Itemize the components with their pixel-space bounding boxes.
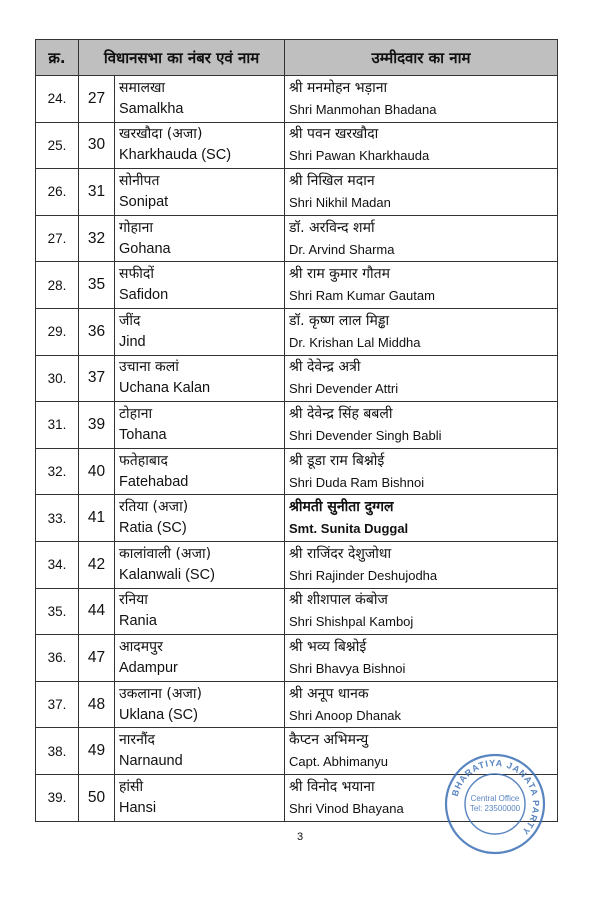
candidate-name-english: Shri Bhavya Bishnoi: [289, 660, 406, 676]
candidate-name: [285, 76, 558, 123]
seal-graphic: [446, 755, 544, 853]
candidate-name-hindi: डॉ. कृष्ण लाल मिड्ढा: [289, 312, 390, 329]
candidate-name-hindi: श्री देवेन्द्र अत्री: [289, 359, 361, 376]
constituency-name: [115, 448, 285, 495]
serial-number: 32.: [36, 448, 79, 495]
serial-number: 29.: [36, 308, 79, 355]
table-row: [36, 635, 558, 682]
serial-number: 27.: [36, 215, 79, 262]
constituency-name-english: Uchana Kalan: [119, 380, 211, 397]
constituency-name: [115, 355, 285, 402]
candidate-name-english: Shri Manmohan Bhadana: [289, 101, 437, 117]
constituency-name-hindi: उकलाना (अजा): [119, 685, 203, 702]
table-row: [36, 681, 558, 728]
candidate-name: [285, 541, 558, 588]
constituency-name-english: Sonipat: [119, 193, 169, 210]
candidate-name: [285, 402, 558, 449]
constituency-name-english: Uklana (SC): [119, 706, 198, 723]
serial-number: 25.: [36, 122, 79, 169]
constituency-number: 47: [79, 635, 115, 682]
constituency-name-english: Kalanwali (SC): [119, 566, 215, 583]
candidate-name-english: Shri Pawan Kharkhauda: [289, 148, 430, 164]
candidate-name-hindi: डॉ. अरविन्द शर्मा: [289, 219, 375, 236]
constituency-name-hindi: फतेहाबाद: [119, 452, 168, 469]
serial-number: 24.: [36, 76, 79, 123]
constituency-name: [115, 169, 285, 216]
table-header-row: [36, 40, 558, 76]
constituency-number: 39: [79, 402, 115, 449]
candidate-name: [285, 635, 558, 682]
constituency-name-english: Fatehabad: [119, 473, 189, 490]
candidate-name: [285, 448, 558, 495]
table-row: [36, 308, 558, 355]
table-row: [36, 215, 558, 262]
constituency-name-english: Rania: [119, 613, 157, 630]
candidate-name-hindi: श्री अनूप धानक: [289, 685, 369, 702]
candidate-name: [285, 308, 558, 355]
seal-ring-text: BHARATIYA JANATA PARTY: [449, 757, 542, 838]
candidate-name-hindi: कैप्टन अभिमन्यु: [289, 732, 369, 749]
candidate-name-english: Dr. Krishan Lal Middha: [289, 334, 421, 350]
constituency-number: 49: [79, 728, 115, 775]
candidate-name-hindi: श्री भव्य बिश्नोई: [289, 638, 367, 655]
constituency-name: [115, 495, 285, 542]
constituency-number: 50: [79, 774, 115, 821]
serial-number: 36.: [36, 635, 79, 682]
constituency-name: [115, 588, 285, 635]
constituency-name-english: Kharkhauda (SC): [119, 147, 232, 164]
constituency-number: 40: [79, 448, 115, 495]
page-number: 3: [296, 831, 304, 843]
constituency-name-english: Samalkha: [119, 100, 184, 117]
candidate-name-english: Smt. Sunita Duggal: [289, 521, 409, 537]
constituency-name-hindi: आदमपुर: [119, 638, 163, 655]
constituency-name-english: Narnaund: [119, 753, 183, 770]
candidate-name: [285, 262, 558, 309]
constituency-name: [115, 122, 285, 169]
constituency-name-english: Tohana: [119, 426, 167, 443]
serial-number: 26.: [36, 169, 79, 216]
candidate-name: [285, 588, 558, 635]
serial-number: 34.: [36, 541, 79, 588]
table-row: [36, 448, 558, 495]
serial-number: 35.: [36, 588, 79, 635]
constituency-name: [115, 215, 285, 262]
serial-number: 33.: [36, 495, 79, 542]
table-row: [36, 76, 558, 123]
constituency-name-hindi: कालांवाली (अजा): [119, 545, 212, 562]
table-row: [36, 402, 558, 449]
candidate-table: [35, 39, 558, 822]
candidate-name-hindi: श्री विनोद भयाना: [289, 778, 375, 795]
constituency-name-hindi: गोहाना: [119, 219, 153, 236]
constituency-name-english: Ratia (SC): [119, 520, 187, 537]
candidate-name-hindi: श्री डूडा राम बिश्नोई: [289, 452, 385, 469]
candidate-name-hindi: श्री देवेन्द्र सिंह बबली: [289, 405, 393, 422]
serial-number: 31.: [36, 402, 79, 449]
constituency-name-english: Adampur: [119, 659, 178, 676]
constituency-number: 48: [79, 681, 115, 728]
candidate-name-english: Dr. Arvind Sharma: [289, 241, 395, 257]
serial-number: 28.: [36, 262, 79, 309]
constituency-name-hindi: समालखा: [119, 79, 166, 96]
candidate-name-hindi: श्री राम कुमार गौतम: [289, 266, 390, 283]
candidate-name-english: Shri Nikhil Madan: [289, 194, 391, 210]
candidate-name-hindi: श्री शीशपाल कंबोज: [289, 592, 388, 609]
constituency-name: [115, 308, 285, 355]
table-row: [36, 262, 558, 309]
constituency-name-english: Safidon: [119, 287, 169, 304]
constituency-name-hindi: नारनौंद: [119, 732, 155, 749]
constituency-name-hindi: टोहाना: [119, 405, 153, 422]
constituency-name-english: Gohana: [119, 240, 171, 257]
candidate-name-hindi: श्री पवन खरखौदा: [289, 126, 379, 143]
candidate-name: [285, 169, 558, 216]
table-row: [36, 588, 558, 635]
candidate-name-english: Capt. Abhimanyu: [289, 754, 389, 770]
constituency-number: 30: [79, 122, 115, 169]
serial-number: 39.: [36, 774, 79, 821]
candidate-name-english: Shri Devender Attri: [289, 381, 399, 397]
constituency-name-hindi: रनिया: [119, 592, 148, 609]
constituency-name-english: Hansi: [119, 799, 157, 816]
candidate-name-hindi: श्री राजिंदर देशुजोधा: [289, 545, 392, 562]
header-sno: क्र.: [36, 40, 79, 76]
candidate-name: [285, 495, 558, 542]
constituency-number: 41: [79, 495, 115, 542]
candidate-name: [285, 122, 558, 169]
candidate-name-hindi: श्री मनमोहन भड़ाना: [289, 79, 388, 96]
candidate-name: [285, 681, 558, 728]
constituency-name-hindi: जींद: [119, 312, 141, 329]
constituency-name: [115, 76, 285, 123]
table-row: [36, 169, 558, 216]
constituency-number: 32: [79, 215, 115, 262]
constituency-name-english: Jind: [119, 333, 146, 350]
candidate-name-english: Shri Shishpal Kamboj: [289, 614, 414, 630]
seal-inner-line1: Central Office: [470, 794, 520, 803]
table-row: [36, 355, 558, 402]
constituency-name: [115, 774, 285, 821]
party-seal-stamp: [443, 752, 547, 856]
candidate-name: [285, 355, 558, 402]
candidate-name-english: Shri Rajinder Deshujodha: [289, 567, 438, 583]
candidate-name-english: Shri Ram Kumar Gautam: [289, 288, 435, 304]
constituency-number: 31: [79, 169, 115, 216]
candidate-name-english: Shri Duda Ram Bishnoi: [289, 474, 425, 490]
candidate-name-hindi: श्रीमती सुनीता दुग्गल: [289, 499, 394, 516]
serial-number: 30.: [36, 355, 79, 402]
serial-number: 38.: [36, 728, 79, 775]
constituency-name: [115, 262, 285, 309]
constituency-name-hindi: खरखौदा (अजा): [119, 126, 203, 143]
candidate-name: [285, 215, 558, 262]
constituency-name: [115, 681, 285, 728]
constituency-number: 42: [79, 541, 115, 588]
constituency-name: [115, 728, 285, 775]
candidate-name-english: Shri Vinod Bhayana: [289, 800, 404, 816]
constituency-name-hindi: सफीदों: [119, 266, 154, 283]
candidate-name-english: Shri Devender Singh Babli: [289, 427, 442, 443]
constituency-number: 36: [79, 308, 115, 355]
constituency-name: [115, 541, 285, 588]
constituency-name: [115, 635, 285, 682]
table-row: [36, 541, 558, 588]
constituency-name-hindi: रतिया (अजा): [119, 499, 189, 516]
constituency-name: [115, 402, 285, 449]
serial-number: 37.: [36, 681, 79, 728]
header-constituency: विधानसभा का नंबर एवं नाम: [79, 40, 285, 76]
constituency-number: 44: [79, 588, 115, 635]
constituency-name-hindi: हांसी: [119, 778, 144, 795]
table-row: [36, 495, 558, 542]
constituency-number: 35: [79, 262, 115, 309]
constituency-name-hindi: सोनीपत: [119, 172, 160, 189]
candidate-name-english: Shri Anoop Dhanak: [289, 707, 402, 723]
constituency-number: 37: [79, 355, 115, 402]
header-candidate: उम्मीदवार का नाम: [285, 40, 558, 76]
candidate-name-hindi: श्री निखिल मदान: [289, 172, 375, 189]
constituency-number: 27: [79, 76, 115, 123]
table-row: [36, 122, 558, 169]
constituency-name-hindi: उचाना कलां: [119, 359, 179, 376]
seal-inner-line2: Tel: 23500000: [469, 804, 521, 813]
